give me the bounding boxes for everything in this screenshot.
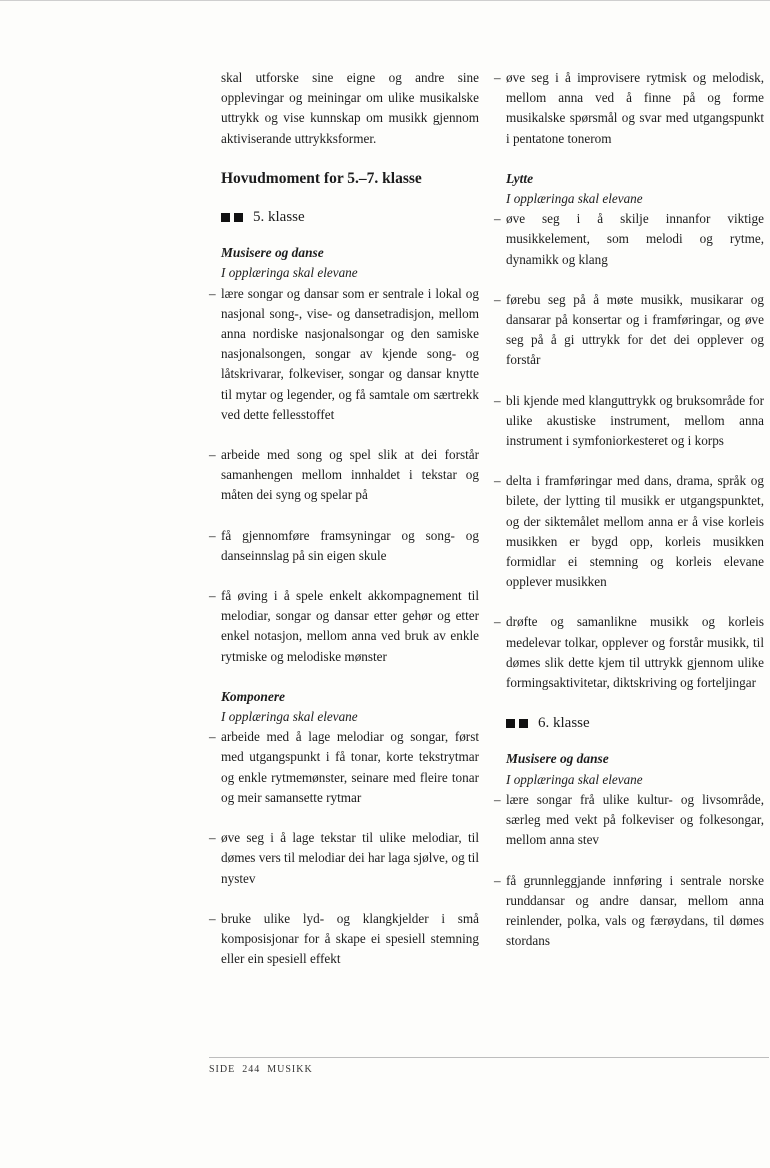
item-list-komponere-continued xyxy=(494,68,764,149)
list-item: – øve seg i å lage tekstar til ulike melodiar, til dømes vers til melodiar dei har laga sjølve, og til nystev xyxy=(209,828,479,889)
section-title-komponere: Komponere xyxy=(221,688,285,704)
footer-side-label: SIDE xyxy=(209,1064,236,1075)
list-item: – bli kjende med klanguttrykk og bruksområde for ulike akustiske instrument, mellom anna instrument i symfoniorkesteret og i korps xyxy=(494,391,764,452)
list-item: – få gjennomføre framsyningar og song- og danseinnslag på sin eigen skule xyxy=(209,526,479,566)
item-list-musisere-6 xyxy=(494,790,764,951)
grade-6-heading xyxy=(506,713,764,733)
list-item: – bruke ulike lyd- og klangkjelder i små komposisjonar for å skape ei spesiell stemning eller ein spesiell effekt xyxy=(209,909,479,970)
page-number: 244 xyxy=(242,1064,261,1075)
section-intro: I opplæringa skal elevane xyxy=(506,191,643,207)
grade-6-label: 6. klasse xyxy=(538,715,590,732)
list-item: – øve seg i å improvisere rytmisk og melodisk, mellom anna ved å finne på og forme musikalske spørsmål og svar med utgangspunkt i pentatone tonerom xyxy=(494,68,764,149)
list-item: – få øving i å spele enkelt akkompagnement til melodiar, songar og dansar etter gehør og etter enkel notasjon, mellom anna ved bruk av enkle rytmiske og melodiske mønster xyxy=(209,586,479,667)
section-title-lytte: Lytte xyxy=(506,170,534,186)
square-bullet-icon xyxy=(221,213,230,222)
list-item: – lære songar frå ulike kultur- og livsområde, særleg med vekt på folkeviser og folkesongar, mellom anna stev xyxy=(494,790,764,851)
intro-paragraph: skal utforske sine eigne og andre sine opplevingar og meiningar om ulike musikalske uttrykk og vise kunnskap om musikk gjennom aktiviserande uttrykksformer. xyxy=(221,70,479,146)
list-item: – delta i framføringar med dans, drama, språk og bilete, der lytting til musikk er utgangspunktet, og der siktemålet mellom anna er å vise korleis musikken er bygd opp, korleis musikken formidlar ei stemning og korleis elevane opplever musikken xyxy=(494,471,764,592)
footer-subject: MUSIKK xyxy=(267,1064,313,1075)
section-intro: I opplæringa skal elevane xyxy=(506,771,643,787)
section-title-musisere: Musisere og danse xyxy=(221,245,324,261)
right-column xyxy=(494,68,764,951)
list-item: – arbeide med å lage melodiar og songar, først med utgangspunkt i få tonar, korte tekstrytmar og enkle rytmemønster, seinare med fleire tonar og meir samansette rytmar xyxy=(209,727,479,808)
left-column xyxy=(209,68,479,969)
square-bullet-icon xyxy=(519,719,528,728)
main-heading: Hovudmoment for 5.–7. klasse xyxy=(221,169,422,187)
section-intro: I opplæringa skal elevane xyxy=(221,709,358,725)
square-bullet-icon xyxy=(234,213,243,222)
list-item: – førebu seg på å møte musikk, musikarar og dansarar på konsertar og i framføringar, og øve seg på å gi uttrykk for det dei opplever og forstår xyxy=(494,290,764,371)
item-list-musisere xyxy=(209,284,479,667)
section-intro: I opplæringa skal elevane xyxy=(221,265,358,281)
item-list-lytte xyxy=(494,209,764,693)
grade-5-label: 5. klasse xyxy=(253,209,305,226)
top-edge-line xyxy=(0,0,770,1)
list-item: – arbeide med song og spel slik at dei forstår samanhengen mellom innhaldet i tekstar og måten dei syng og spelar på xyxy=(209,445,479,506)
list-item: – øve seg i å skilje innanfor viktige musikkelement, som melodi og rytme, dynamikk og klang xyxy=(494,209,764,270)
list-item: – drøfte og samanlikne musikk og korleis medelevar tolkar, opplever og forstår musikk, til dømes slik dette kjem til uttrykk gjennom ulike formingsaktivitetar, diktskriving og forteljingar xyxy=(494,612,764,693)
footer-rule xyxy=(209,1057,769,1058)
section-title-musisere-6: Musisere og danse xyxy=(506,751,609,767)
item-list-komponere xyxy=(209,727,479,969)
list-item: – få grunnleggjande innføring i sentrale norske runddansar og andre dansar, mellom anna reinlender, polka, vals og færøydans, til dømes stordans xyxy=(494,871,764,952)
page-footer xyxy=(209,1064,313,1075)
list-item: – lære songar og dansar som er sentrale i lokal og nasjonal song-, vise- og dansetradisjon, mellom anna nordiske nasjonalsongar og den samiske nasjonalsongen, songar av kjende song- og låtskrivarar, folkeviser, songar og dansar knytte til mytar og legender, og få samtale om særtrekk ved dette fellesstoffet xyxy=(209,284,479,425)
square-bullet-icon xyxy=(506,719,515,728)
grade-5-heading xyxy=(221,207,479,227)
